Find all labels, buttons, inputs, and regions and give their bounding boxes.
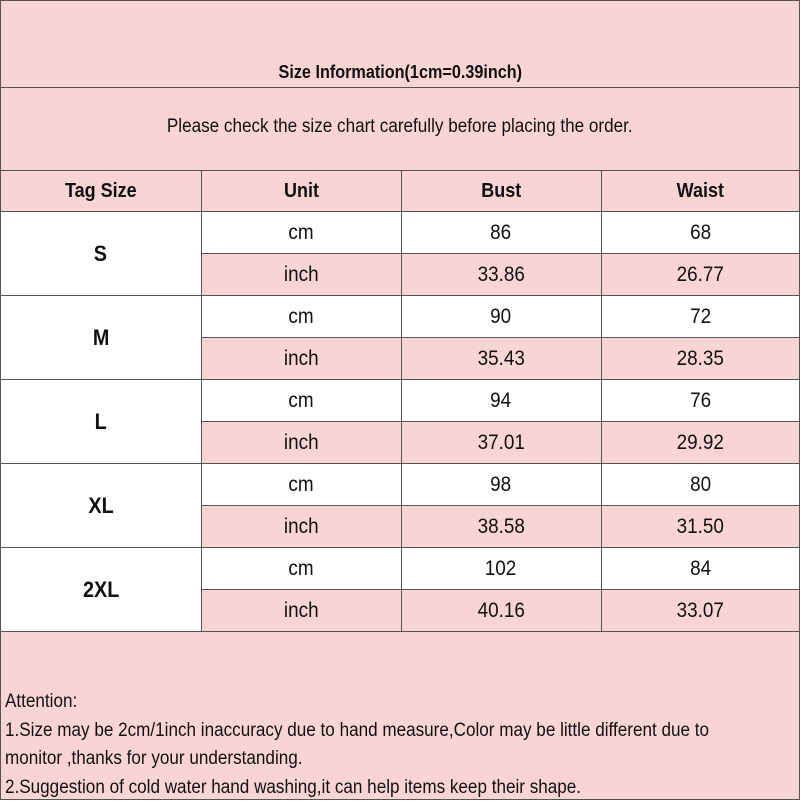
header-row <box>1 171 799 212</box>
size-table <box>1 171 799 632</box>
unit-cell: inch <box>201 590 401 632</box>
attention-line: 1.Size may be 2cm/1inch inaccuracy due to hand measure,Color may be little different due to <box>5 719 710 741</box>
header-cell-unit: Unit <box>201 171 401 212</box>
table-row <box>1 548 799 590</box>
attention-line: 2.Suggestion of cold water hand washing,it can help items keep their shape. <box>5 776 582 798</box>
waist-cell: 72 <box>601 296 799 338</box>
unit-cell: inch <box>201 506 401 548</box>
notice-text: Please check the size chart carefully before placing the order. <box>167 116 633 137</box>
waist-cell: 26.77 <box>601 254 799 296</box>
bust-cell: 35.43 <box>401 338 601 380</box>
unit-cell: cm <box>201 464 401 506</box>
title-row <box>1 1 799 88</box>
tag-size-cell: L <box>1 380 201 464</box>
waist-cell: 76 <box>601 380 799 422</box>
table-row <box>1 212 799 254</box>
unit-cell: inch <box>201 254 401 296</box>
bust-cell: 40.16 <box>401 590 601 632</box>
waist-cell: 29.92 <box>601 422 799 464</box>
attention-line: monitor ,thanks for your understanding. <box>5 748 303 770</box>
waist-cell: 28.35 <box>601 338 799 380</box>
bust-cell: 102 <box>401 548 601 590</box>
chart-title: Size Information(1cm=0.39inch) <box>278 62 522 82</box>
notice-row <box>1 88 799 171</box>
table-row <box>1 380 799 422</box>
tag-size-cell: S <box>1 212 201 296</box>
bust-cell: 86 <box>401 212 601 254</box>
bust-cell: 98 <box>401 464 601 506</box>
header-cell-tag-size: Tag Size <box>1 171 201 212</box>
attention-heading: Attention: <box>5 691 78 712</box>
table-row <box>1 296 799 338</box>
tag-size-cell: M <box>1 296 201 380</box>
unit-cell: inch <box>201 422 401 464</box>
unit-cell: cm <box>201 380 401 422</box>
header-cell-waist: Waist <box>601 171 799 212</box>
waist-cell: 80 <box>601 464 799 506</box>
waist-cell: 31.50 <box>601 506 799 548</box>
bust-cell: 90 <box>401 296 601 338</box>
unit-cell: cm <box>201 296 401 338</box>
table-row <box>1 464 799 506</box>
attention-notes <box>1 631 799 799</box>
bust-cell: 94 <box>401 380 601 422</box>
unit-cell: cm <box>201 548 401 590</box>
waist-cell: 68 <box>601 212 799 254</box>
bust-cell: 33.86 <box>401 254 601 296</box>
waist-cell: 84 <box>601 548 799 590</box>
header-cell-bust: Bust <box>401 171 601 212</box>
bust-cell: 37.01 <box>401 422 601 464</box>
tag-size-cell: XL <box>1 464 201 548</box>
unit-cell: inch <box>201 338 401 380</box>
waist-cell: 33.07 <box>601 590 799 632</box>
bust-cell: 38.58 <box>401 506 601 548</box>
tag-size-cell: 2XL <box>1 548 201 632</box>
unit-cell: cm <box>201 212 401 254</box>
